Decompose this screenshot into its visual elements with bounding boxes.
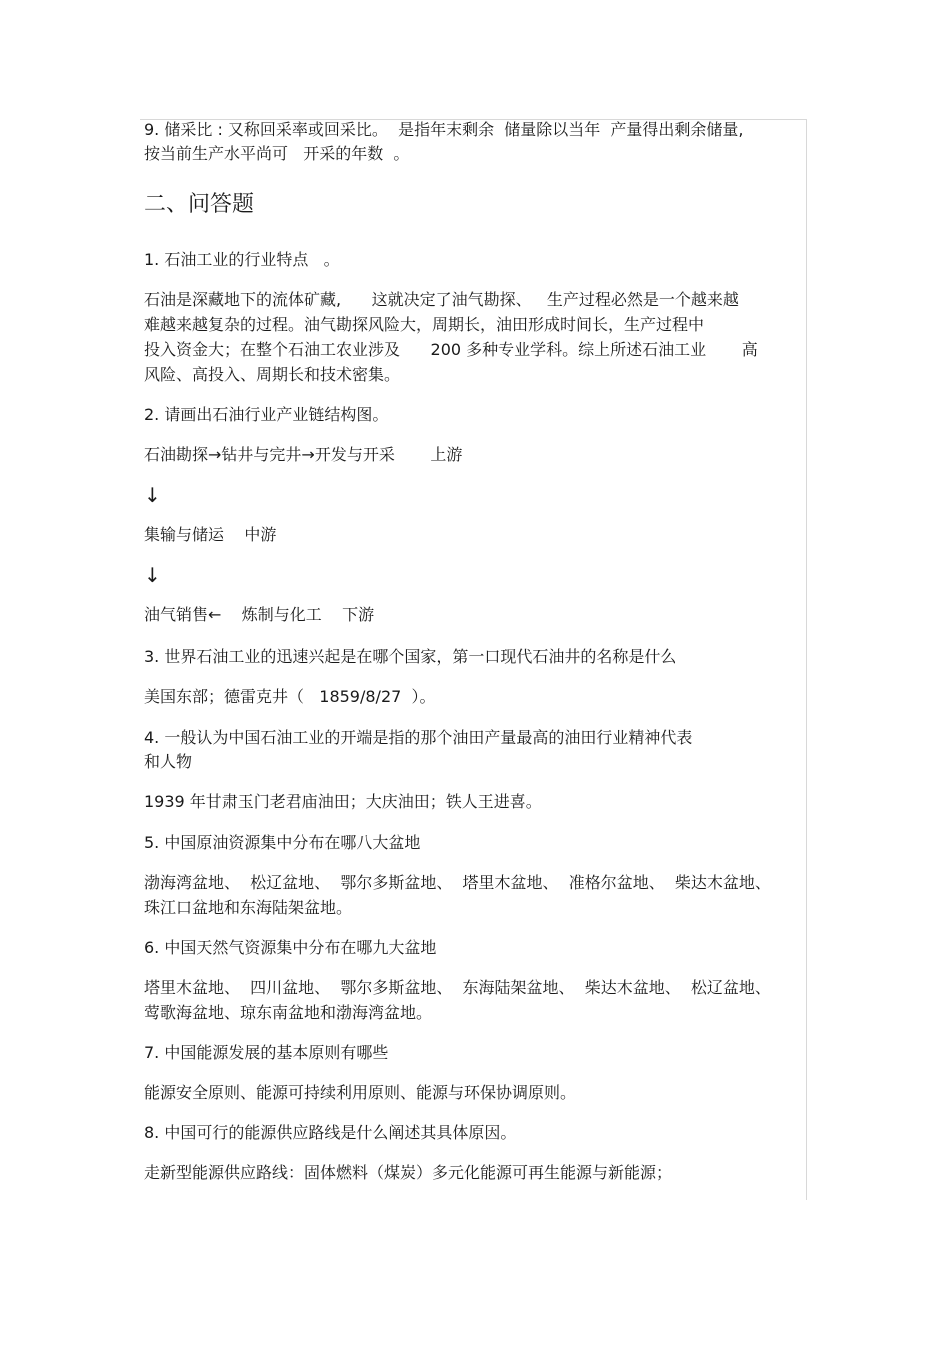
- question-3: 3. 世界石油工业的迅速兴起是在哪个国家，第一口现代石油井的名称是什么: [144, 647, 677, 666]
- question-4-line-2: 和人物: [144, 752, 193, 771]
- definition-9-line-1: 9. 储采比 : 又称回采率或回采比。 是指年末剩余 储量除以当年 产量得出剩余储量,: [144, 120, 744, 139]
- chain-downstream: 油气销售← 炼制与化工 下游: [144, 605, 375, 624]
- answer-3: 美国东部；德雷克井（ 1859/8/27 ）。: [144, 687, 436, 706]
- definition-9-line-2: 按当前生产水平尚可 开采的年数 。: [144, 144, 410, 163]
- question-1: 1. 石油工业的行业特点 。: [144, 250, 340, 269]
- question-6: 6. 中国天然气资源集中分布在哪九大盆地: [144, 938, 437, 957]
- answer-7: 能源安全原则、能源可持续利用原则、能源与环保协调原则。: [144, 1083, 577, 1102]
- section-heading: 二、问答题: [144, 192, 255, 217]
- answer-5-line-1: 渤海湾盆地、 松辽盆地、 鄂尔多斯盆地、 塔里木盆地、 准格尔盆地、 柴达木盆地、: [144, 873, 771, 892]
- page-border-right: [806, 119, 807, 1200]
- answer-1-line-1: 石油是深藏地下的流体矿藏, 这就决定了油气勘探、 生产过程必然是一个越来越: [144, 290, 739, 309]
- question-2: 2. 请画出石油行业产业链结构图。: [144, 405, 389, 424]
- answer-5-line-2: 珠江口盆地和东海陆架盆地。: [144, 898, 353, 917]
- answer-1-line-4: 风险、高投入、周期长和技术密集。: [144, 365, 401, 384]
- answer-6-line-2: 莺歌海盆地、琼东南盆地和渤海湾盆地。: [144, 1003, 433, 1022]
- answer-1-line-2: 难越来越复杂的过程。油气勘探风险大，周期长，油田形成时间长，生产过程中: [144, 315, 705, 334]
- answer-8: 走新型能源供应路线：固体燃料（煤炭）多元化能源可再生能源与新能源；: [144, 1163, 673, 1182]
- down-arrow-icon: ↓: [144, 563, 161, 587]
- chain-upstream: 石油勘探→钻井与完井→开发与开采 上游: [144, 445, 463, 464]
- question-8: 8. 中国可行的能源供应路线是什么阐述其具体原因。: [144, 1123, 517, 1142]
- question-4-line-1: 4. 一般认为中国石油工业的开端是指的那个油田产量最高的油田行业精神代表: [144, 728, 693, 747]
- chain-midstream: 集输与储运 中游: [144, 525, 277, 544]
- answer-1-line-3: 投入资金大；在整个石油工农业涉及 200 多种专业学科。综上所述石油工业 高: [144, 340, 758, 359]
- question-5: 5. 中国原油资源集中分布在哪八大盆地: [144, 833, 421, 852]
- question-7: 7. 中国能源发展的基本原则有哪些: [144, 1043, 389, 1062]
- answer-4: 1939 年甘肃玉门老君庙油田；大庆油田；铁人王进喜。: [144, 792, 542, 811]
- answer-6-line-1: 塔里木盆地、 四川盆地、 鄂尔多斯盆地、 东海陆架盆地、 柴达木盆地、 松辽盆地、: [144, 978, 771, 997]
- down-arrow-icon: ↓: [144, 483, 161, 507]
